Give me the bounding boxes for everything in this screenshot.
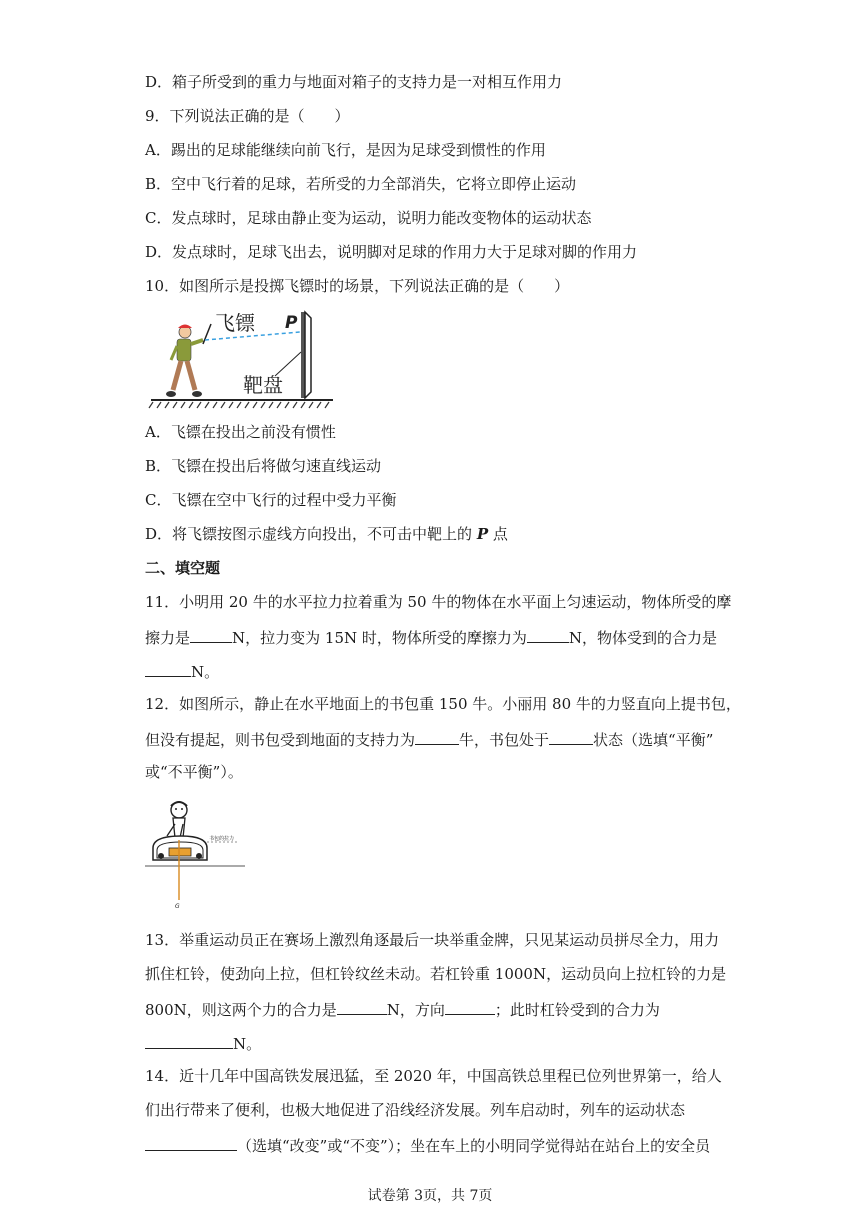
q12-text-a: 但没有提起，则书包受到地面的支持力为 [145, 731, 416, 749]
q10-option-b: B．飞镖在投出后将做匀速直线运动 [145, 457, 382, 475]
q13-line1: 13．举重运动员正在赛场上激烈角逐最后一块举重金牌，只见某运动员拼尽全力，用力 [145, 931, 720, 949]
q12-line3: 或“不平衡”）。 [145, 763, 243, 781]
q11-line2 [145, 626, 717, 648]
q13-line4 [145, 1032, 261, 1054]
q13-text-c: ；此时杠铃受到的合力为 [494, 1001, 660, 1019]
fig-point-p-label: P [285, 313, 298, 333]
answer-blank[interactable] [445, 998, 495, 1015]
q10-option-d-text: D．将飞镖按图示虚线方向投出，不可击中靶上的 [145, 525, 473, 543]
fig-board-label: 靶盘 [243, 373, 283, 397]
section-title-fill-in: 二、填空题 [145, 559, 221, 577]
q11-text-c: N，物体受到的合力是 [568, 629, 718, 647]
q11-text-d: N。 [191, 663, 220, 681]
answer-blank[interactable] [145, 660, 191, 677]
q12-text-b: 牛，书包处于 [459, 731, 550, 749]
dart-throwing-figure [145, 306, 335, 410]
answer-blank[interactable] [337, 998, 387, 1015]
q11-line1: 11．小明用 20 牛的水平拉力拉着重为 50 牛的物体在水平面上匀速运动，物体所受的摩 [145, 593, 732, 611]
q14-text-a: （选填“改变”或“不变”）；坐在车上的小明同学觉得站在站台上的安全员 [237, 1137, 711, 1155]
q8-option-d: D．箱子所受到的重力与地面对箱子的支持力是一对相互作用力 [145, 73, 563, 91]
answer-blank[interactable] [549, 728, 593, 745]
q10-option-a: A．飞镖在投出之前没有惯性 [145, 423, 336, 441]
q12-line1: 12．如图所示，静止在水平地面上的书包重 150 牛。小丽用 80 牛的力竖直向上提书包， [145, 695, 741, 713]
q14-line1: 14．近十几年中国高铁发展迅猛，至 2020 年，中国高铁总里程已位列世界第一，给人 [145, 1067, 722, 1085]
q9-option-d: D．发点球时，足球飞出去，说明脚对足球的作用力大于足球对脚的作用力 [145, 243, 638, 261]
q10-option-d [145, 524, 508, 544]
answer-blank[interactable] [415, 728, 459, 745]
page-footer: 试卷第 3页，共 7页 [367, 1188, 493, 1204]
q10-option-d-point: P [476, 525, 489, 543]
q13-text-a: 800N，则这两个力的合力是 [145, 1001, 337, 1019]
q12-text-c: 状态（选填“平衡” [593, 731, 714, 749]
q13-line3 [145, 998, 660, 1020]
q11-text-b: N，拉力变为 15N 时，物体所受的摩擦力为 [232, 629, 527, 647]
q9-option-c: C．发点球时，足球由静止变为运动，说明力能改变物体的运动状态 [145, 209, 592, 227]
fig-pull-force-label: 书包的拉力 [209, 836, 235, 842]
q13-line2: 抓住杠铃，使劲向上拉，但杠铃纹丝未动。若杠铃重 1000N，运动员向上拉杠铃的力是 [145, 965, 727, 983]
q13-text-b: N，方向 [386, 1001, 445, 1019]
answer-blank[interactable] [527, 626, 569, 643]
q9-option-b: B．空中飞行着的足球，若所受的力全部消失，它将立即停止运动 [145, 175, 577, 193]
q10-option-d-suffix: 点 [492, 525, 508, 543]
fig-gravity-label: G [175, 903, 180, 910]
q9-option-a: A．踢出的足球能继续向前飞行，是因为足球受到惯性的作用 [145, 141, 546, 159]
q9-stem: 9．下列说法正确的是（ ） [145, 107, 350, 125]
schoolbag-lift-figure [145, 796, 245, 910]
q11-text-a: 擦力是 [145, 629, 191, 647]
q10-option-c: C．飞镖在空中飞行的过程中受力平衡 [145, 491, 397, 509]
q11-line3 [145, 660, 219, 682]
fig-dart-label: 飞镖 [215, 311, 255, 335]
q12-line2 [145, 728, 713, 750]
answer-blank[interactable] [190, 626, 232, 643]
answer-blank[interactable] [145, 1134, 237, 1151]
answer-blank[interactable] [145, 1032, 233, 1049]
q10-stem: 10．如图所示是投掷飞镖时的场景，下列说法正确的是（ ） [145, 277, 570, 295]
q14-line3 [145, 1134, 710, 1156]
q13-text-d: N。 [233, 1035, 262, 1053]
q14-line2: 们出行带来了便利，也极大地促进了沿线经济发展。列车启动时，列车的运动状态 [145, 1101, 686, 1119]
